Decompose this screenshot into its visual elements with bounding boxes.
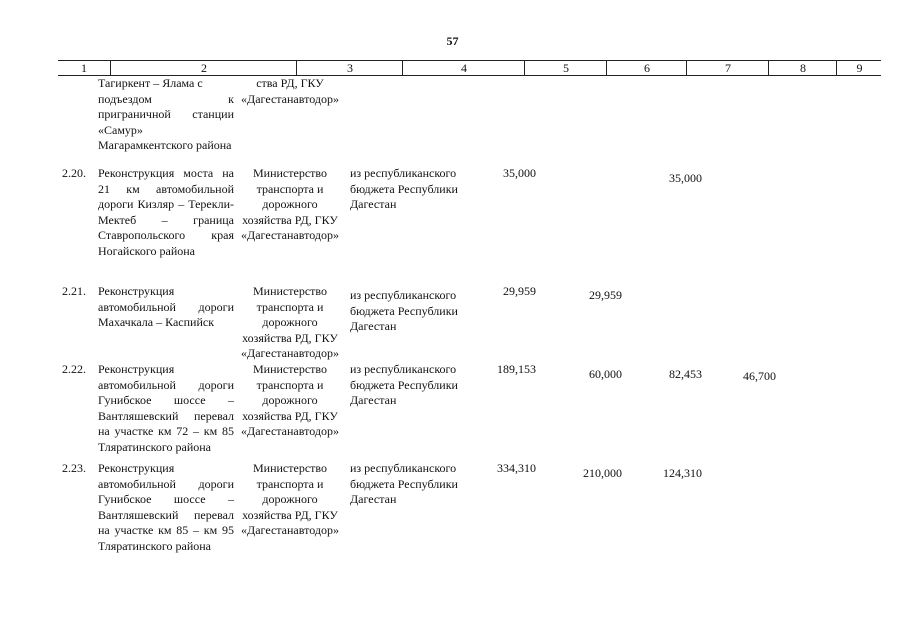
row-col5-value: 189,153: [497, 362, 536, 376]
row-col5-value: 334,310: [497, 461, 536, 475]
row-col7-value: 124,310: [663, 466, 702, 480]
row-col6-value: 60,000: [589, 367, 622, 381]
row-funding-source: из республиканского бюджета Республики Дагестан: [350, 166, 458, 211]
row-col5-value: 35,000: [503, 166, 536, 180]
row-col6-value: 210,000: [583, 466, 622, 480]
table-header: [58, 60, 881, 76]
row-funding-source: из республиканского бюджета Республики Дагестан: [350, 362, 458, 407]
header-col-6: 6: [606, 61, 687, 75]
header-col-3: 3: [296, 61, 403, 75]
row-col7-value: 35,000: [669, 171, 702, 185]
header-col-2: 2: [110, 61, 297, 75]
header-col-4: 4: [402, 61, 525, 75]
row-col8-value: 46,700: [743, 369, 776, 383]
row-number: 2.20.: [62, 166, 86, 180]
row-name: Реконструкция автомобильной дороги Гунибское шоссе – Вантляшевский перевал на участке км 85 – км 95 Тляратинского района: [98, 461, 234, 553]
row-name: Тагиркент – Ялама с подъездом к приграничной станции «Самур» Магарамкентского района: [98, 76, 234, 152]
header-col-1: 1: [81, 61, 87, 75]
row-name: Реконструкция моста на 21 км автомобильной дороги Кизляр – Терекли-Мектеб – граница Ставропольского края Ногайского района: [98, 166, 234, 258]
header-col-9: 9: [836, 61, 882, 75]
page-number: 57: [446, 34, 459, 48]
header-col-7: 7: [686, 61, 769, 75]
row-name: Реконструкция автомобильной дороги Махачкала – Каспийск: [98, 284, 234, 329]
header-col-8: 8: [768, 61, 837, 75]
row-executor: Министерство транспорта и дорожного хозяйства РД, ГКУ «Дагестанавтодор»: [241, 461, 339, 537]
row-col6-value: 29,959: [589, 288, 622, 302]
row-funding-source: из республиканского бюджета Республики Дагестан: [350, 461, 458, 506]
row-executor: Министерство транспорта и дорожного хозяйства РД, ГКУ «Дагестанавтодор»: [241, 166, 339, 242]
row-col7-value: 82,453: [669, 367, 702, 381]
row-col5-value: 29,959: [503, 284, 536, 298]
row-executor: Министерство транспорта и дорожного хозяйства РД, ГКУ «Дагестанавтодор»: [241, 362, 339, 438]
row-name: Реконструкция автомобильной дороги Гунибское шоссе – Вантляшевский перевал на участке км 72 – км 85 Тляратинского района: [98, 362, 234, 454]
row-number: 2.21.: [62, 284, 86, 298]
row-number: 2.23.: [62, 461, 86, 475]
header-col-5: 5: [524, 61, 607, 75]
row-executor: Министерство транспорта и дорожного хозяйства РД, ГКУ «Дагестанавтодор»: [241, 284, 339, 360]
row-executor: ства РД, ГКУ «Дагестанавтодор»: [241, 76, 339, 106]
row-funding-source: из республиканского бюджета Республики Дагестан: [350, 288, 458, 333]
row-number: 2.22.: [62, 362, 86, 376]
